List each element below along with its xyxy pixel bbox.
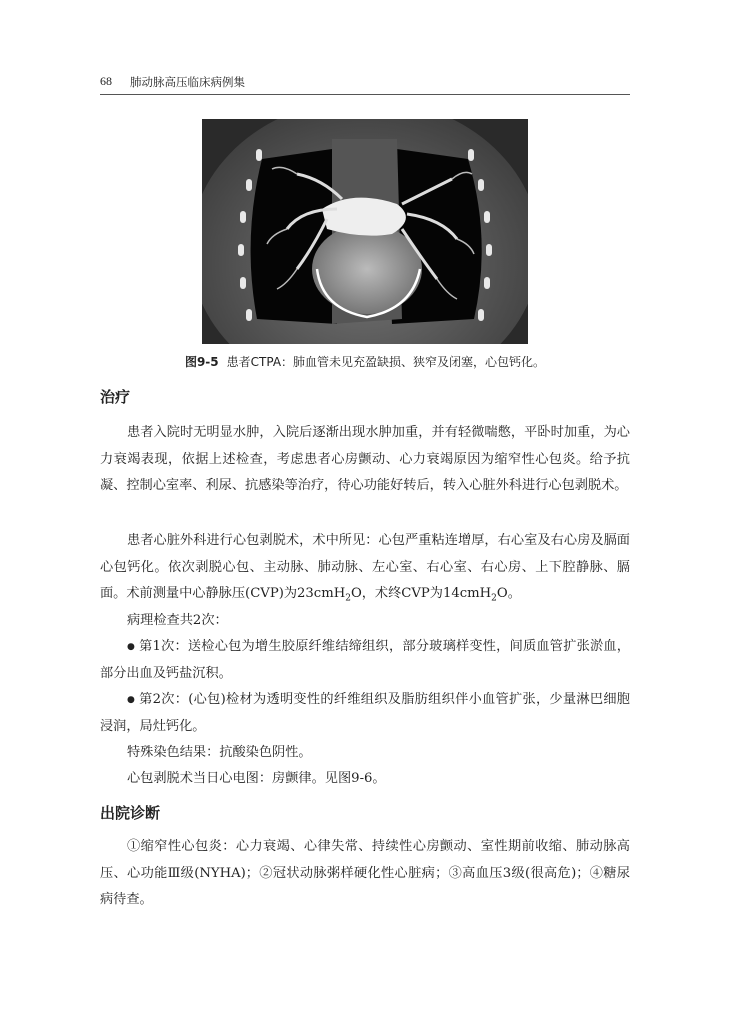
bullet-icon bbox=[127, 692, 139, 707]
surgery-text-b: O，术终CVP为14cmH bbox=[350, 586, 492, 601]
discharge-diagnosis: ①缩窄性心包炎：心力衰竭、心律失常、持续性心房颤动、室性期前收缩、肺动脉高压、心功能Ⅲ级(NYHA)；②冠状动脉粥样硬化性心脏病；③高血压3级(很高危)；④糖尿病待查。 bbox=[100, 839, 630, 907]
figure-caption bbox=[0, 353, 730, 370]
section-heading-discharge: 出院诊断 bbox=[100, 804, 161, 822]
special-staining: 特殊染色结果：抗酸染色阴性。 bbox=[127, 745, 312, 760]
page-header bbox=[100, 72, 630, 95]
subscript-2: 2 bbox=[491, 593, 497, 604]
page-number: 68 bbox=[100, 74, 112, 88]
pathology-item-2-text: 第2次：(心包)检材为透明变性的纤维组织及脂肪组织伴小血管扩张，少量淋巴细胞浸润，局灶钙化。 bbox=[100, 692, 630, 734]
pathology-item-1 bbox=[100, 634, 630, 687]
surgery-text-a: 患者心脏外科进行心包剥脱术，术中所见：心包严重粘连增厚，右心室及右心房及膈面心包钙化。依次剥脱心包、主动脉、肺动脉、左心室、右心室、右心房、上下腔静脉、膈面。术前测量中心静脉压(CVP)为23cmH bbox=[100, 533, 630, 601]
bullet-icon bbox=[127, 639, 139, 654]
treatment-paragraph-2 bbox=[100, 528, 630, 612]
running-title: 肺动脉高压临床病例集 bbox=[130, 75, 245, 89]
pathology-item-2 bbox=[100, 687, 630, 740]
subscript-2: 2 bbox=[345, 593, 351, 604]
surgery-text-c: O。 bbox=[496, 586, 521, 601]
ct-scan-image bbox=[202, 119, 528, 344]
pathology-item-1-text: 第1次：送检心包为增生胶原纤维结缔组织，部分玻璃样变性，间质血管扩张淤血，部分出血及钙盐沉积。 bbox=[100, 639, 630, 681]
treatment-paragraph-1: 患者入院时无明显水肿，入院后逐渐出现水肿加重，并有轻微喘憋，平卧时加重，为心力衰竭表现，依据上述检查，考虑患者心房颤动、心力衰竭原因为缩窄性心包炎。给予抗凝、控制心室率、利尿、抗感染等治疗，待心功能好转后，转入心脏外科进行心包剥脱术。 bbox=[100, 425, 630, 493]
figure-number: 图9-5 bbox=[184, 355, 219, 369]
figure-caption-text: 患者CTPA：肺血管未见充盈缺损、狭窄及闭塞，心包钙化。 bbox=[226, 355, 546, 369]
section-heading-treatment: 治疗 bbox=[100, 388, 131, 406]
ecg-result: 心包剥脱术当日心电图：房颤律。见图9-6。 bbox=[127, 771, 386, 786]
pathology-intro: 病理检查共2次： bbox=[127, 613, 228, 628]
